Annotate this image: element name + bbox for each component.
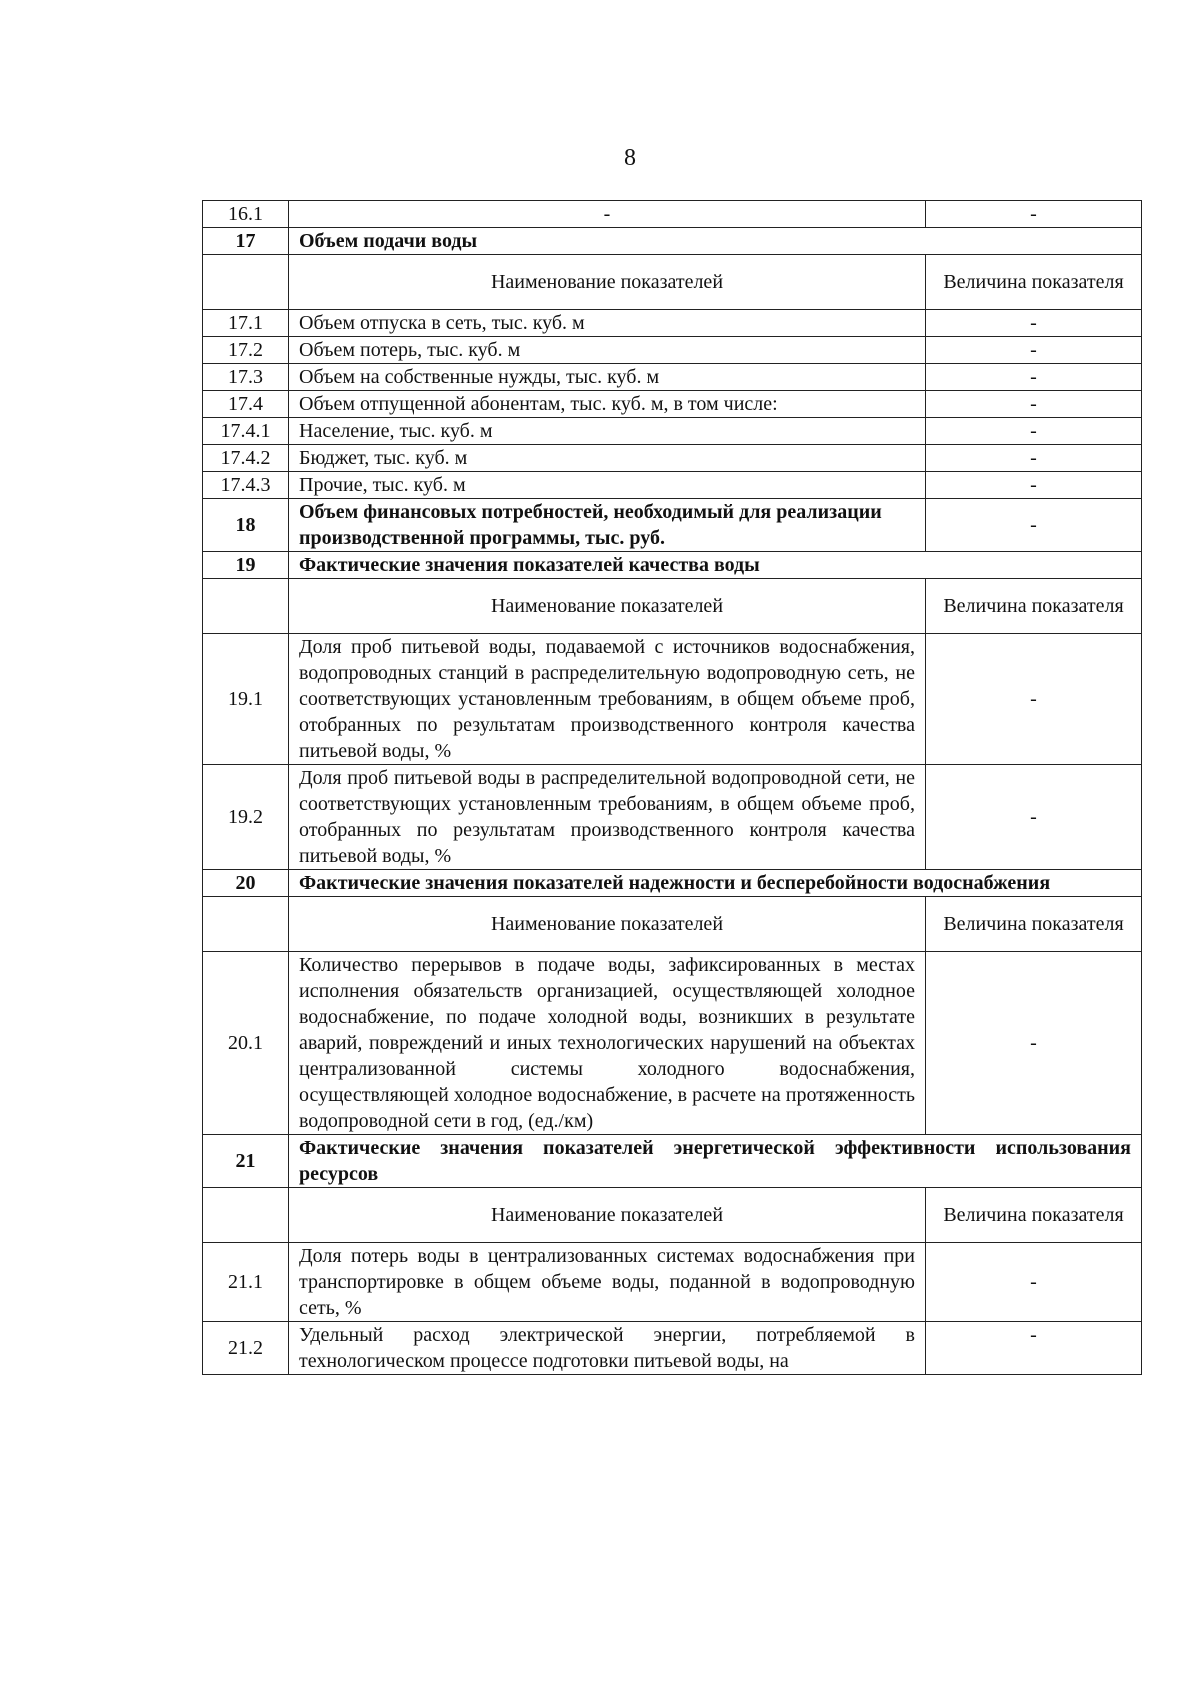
table-row: [203, 310, 1142, 337]
row-number: 21.1: [203, 1243, 289, 1322]
row-number: 21.2: [203, 1322, 289, 1375]
table-row: [203, 765, 1142, 870]
indicator-value: -: [926, 201, 1142, 228]
column-header-value: Величина показателя: [926, 579, 1142, 634]
column-header-name: Наименование показателей: [289, 897, 926, 952]
page-number: 8: [624, 145, 636, 171]
row-number: 19.1: [203, 634, 289, 765]
indicator-value: -: [926, 391, 1142, 418]
table-row: [203, 552, 1142, 579]
row-number: 19.2: [203, 765, 289, 870]
row-number: 17.1: [203, 310, 289, 337]
table-row: [203, 1322, 1142, 1375]
indicator-name: Население, тыс. куб. м: [289, 418, 926, 445]
table-row: [203, 445, 1142, 472]
table-row: [203, 418, 1142, 445]
row-number-empty: [203, 1188, 289, 1243]
column-header-name: Наименование показателей: [289, 255, 926, 310]
row-number: 17: [203, 228, 289, 255]
indicator-value: -: [926, 1243, 1142, 1322]
table-row: [203, 870, 1142, 897]
section-title: Фактические значения показателей качества воды: [289, 552, 1142, 579]
indicator-value: -: [926, 499, 1142, 552]
row-number-empty: [203, 255, 289, 310]
indicator-value: -: [926, 337, 1142, 364]
table-row: [203, 337, 1142, 364]
table-row: [203, 499, 1142, 552]
row-number: 20: [203, 870, 289, 897]
row-number: 17.3: [203, 364, 289, 391]
indicator-name: Объем отпущенной абонентам, тыс. куб. м, в том числе:: [289, 391, 926, 418]
indicator-name: Объем финансовых потребностей, необходимый для реализации производственной программы, тыс. руб.: [289, 499, 926, 552]
indicators-table-body: [203, 201, 1142, 1375]
row-number: 17.2: [203, 337, 289, 364]
section-title: Объем подачи воды: [289, 228, 1142, 255]
table-row: [203, 897, 1142, 952]
indicator-value: -: [926, 634, 1142, 765]
section-title: Фактические значения показателей энергетической эффективности использования ресурсов: [289, 1135, 1142, 1188]
indicator-name: Бюджет, тыс. куб. м: [289, 445, 926, 472]
table-row: [203, 364, 1142, 391]
table-row: [203, 1243, 1142, 1322]
indicator-value: -: [926, 364, 1142, 391]
row-number: 17.4.3: [203, 472, 289, 499]
row-number: 19: [203, 552, 289, 579]
row-number-empty: [203, 579, 289, 634]
indicator-name: Объем отпуска в сеть, тыс. куб. м: [289, 310, 926, 337]
indicator-value: -: [926, 310, 1142, 337]
row-number: 20.1: [203, 952, 289, 1135]
indicator-name: -: [289, 201, 926, 228]
row-number: 16.1: [203, 201, 289, 228]
section-title: Фактические значения показателей надежности и бесперебойности водоснабжения: [289, 870, 1142, 897]
row-number: 17.4: [203, 391, 289, 418]
column-header-name: Наименование показателей: [289, 579, 926, 634]
indicators-table: [202, 200, 1142, 1375]
table-row: [203, 201, 1142, 228]
indicator-name: Объем потерь, тыс. куб. м: [289, 337, 926, 364]
indicator-name: Удельный расход электрической энергии, потребляемой в технологическом процессе подготовки питьевой воды, на: [289, 1322, 926, 1375]
row-number-empty: [203, 897, 289, 952]
indicator-name: Прочие, тыс. куб. м: [289, 472, 926, 499]
indicator-name: Доля проб питьевой воды, подаваемой с источников водоснабжения, водопроводных станций в распределительную водопроводную сеть, не соответствующих установленным требованиям, в общем объеме проб, отобранных по результатам производственного контроля качества питьевой воды, %: [289, 634, 926, 765]
indicator-value: -: [926, 952, 1142, 1135]
row-number: 17.4.1: [203, 418, 289, 445]
row-number: 18: [203, 499, 289, 552]
table-row: [203, 1188, 1142, 1243]
row-number: 21: [203, 1135, 289, 1188]
indicator-value: -: [926, 765, 1142, 870]
table-row: [203, 952, 1142, 1135]
column-header-name: Наименование показателей: [289, 1188, 926, 1243]
indicator-name: Количество перерывов в подаче воды, зафиксированных в местах исполнения обязательств организацией, осуществляющей холодное водоснабжение, по подаче холодной воды, возникших в результате аварий, повреждений и иных технологических нарушений на объектах централизованной системы холодного водоснабжения, осуществляющей холодное водоснабжение, в расчете на протяженность водопроводной сети в год, (ед./км): [289, 952, 926, 1135]
indicator-value: -: [926, 472, 1142, 499]
table-row: [203, 1135, 1142, 1188]
indicator-name: Доля проб питьевой воды в распределительной водопроводной сети, не соответствующих установленным требованиям, в общем объеме проб, отобранных по результатам производственного контроля качества питьевой воды, %: [289, 765, 926, 870]
table-row: [203, 579, 1142, 634]
table-row: [203, 472, 1142, 499]
row-number: 17.4.2: [203, 445, 289, 472]
table-row: [203, 391, 1142, 418]
indicator-value: -: [926, 445, 1142, 472]
table-row: [203, 634, 1142, 765]
table-row: [203, 255, 1142, 310]
indicator-name: Доля потерь воды в централизованных системах водоснабжения при транспортировке в общем объеме воды, поданной в водопроводную сеть, %: [289, 1243, 926, 1322]
column-header-value: Величина показателя: [926, 255, 1142, 310]
column-header-value: Величина показателя: [926, 1188, 1142, 1243]
indicator-value: -: [926, 1322, 1142, 1375]
table-row: [203, 228, 1142, 255]
indicator-name: Объем на собственные нужды, тыс. куб. м: [289, 364, 926, 391]
column-header-value: Величина показателя: [926, 897, 1142, 952]
indicator-value: -: [926, 418, 1142, 445]
